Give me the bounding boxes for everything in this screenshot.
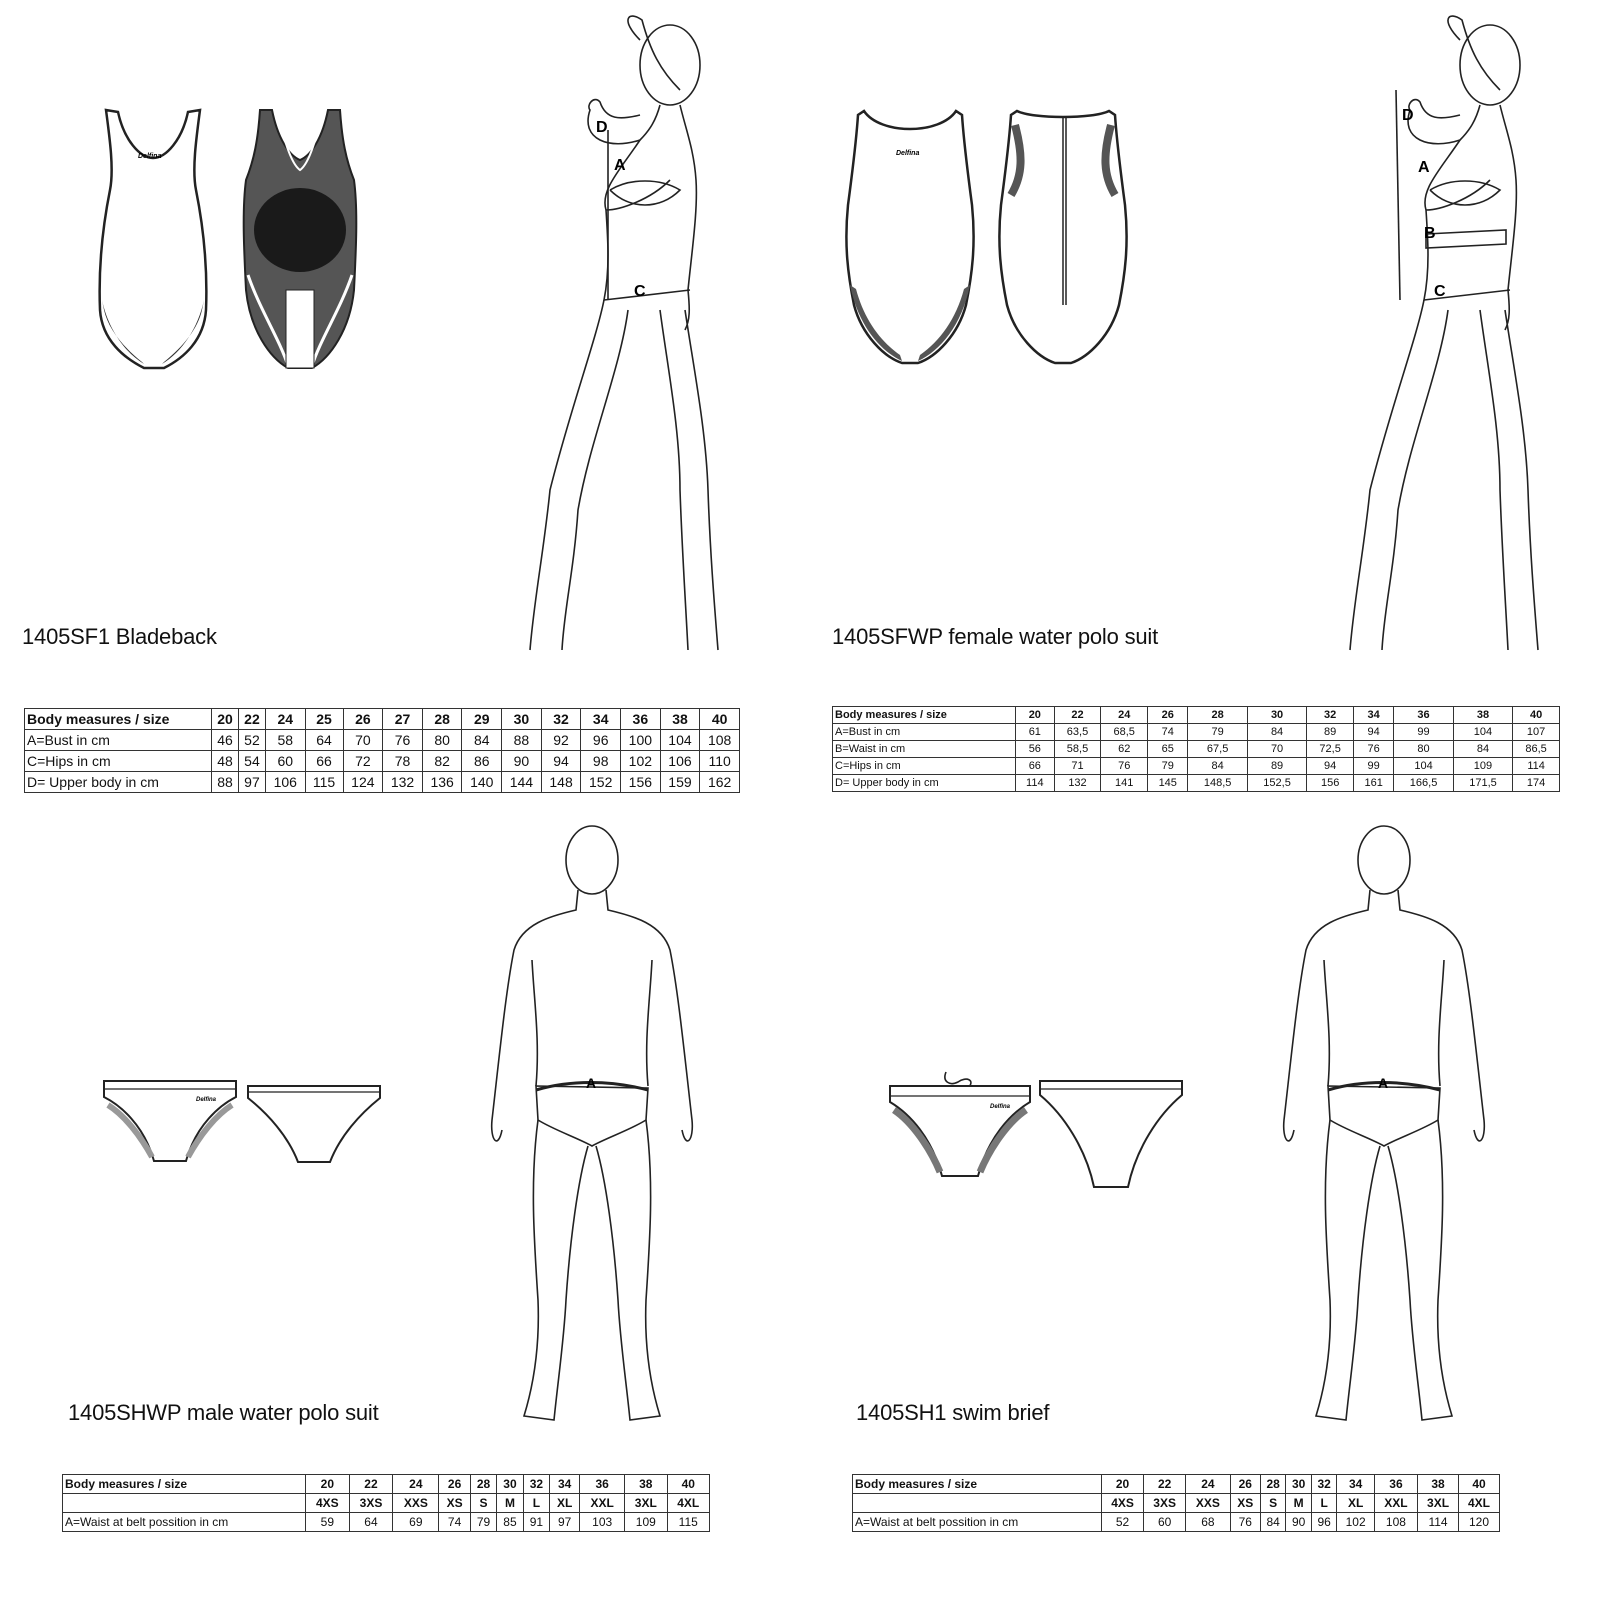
table-cell: 90 [1286, 1513, 1312, 1532]
marker-a: A [1418, 159, 1430, 176]
table-cell: 4XS [306, 1494, 350, 1513]
row-label [63, 1494, 306, 1513]
brand-mark: Delfina [990, 1104, 1011, 1110]
table-cell: 84 [1188, 758, 1247, 775]
table-cell: 88 [212, 772, 239, 793]
marker-c: C [1434, 283, 1446, 300]
table-cell: 82 [422, 751, 462, 772]
table-cell: 36 [1394, 707, 1453, 724]
table-cell: 3XL [625, 1494, 667, 1513]
table-cell: 38 [1418, 1475, 1459, 1494]
female-figure-drawing [1330, 10, 1560, 660]
table-cell: 79 [1148, 758, 1188, 775]
table-cell: 86 [462, 751, 502, 772]
table-cell: 26 [439, 1475, 470, 1494]
table-cell: 65 [1148, 741, 1188, 758]
table-cell: 25 [305, 709, 343, 730]
table-cell: 152,5 [1247, 775, 1306, 792]
table-cell: 74 [439, 1513, 470, 1532]
table-cell: 109 [1453, 758, 1512, 775]
table-cell: 97 [550, 1513, 580, 1532]
table-cell: 76 [1230, 1513, 1260, 1532]
table-cell: 114 [1016, 775, 1055, 792]
table-cell: 108 [1374, 1513, 1417, 1532]
table-cell: 46 [212, 730, 239, 751]
table-cell: 59 [306, 1513, 350, 1532]
table-size-row [63, 1494, 710, 1513]
table-cell: 40 [667, 1475, 710, 1494]
table-cell: 107 [1513, 724, 1560, 741]
table-header-row [833, 707, 1560, 724]
table-cell: 34 [1354, 707, 1394, 724]
table-cell: 91 [523, 1513, 549, 1532]
table-cell: 32 [1311, 1475, 1337, 1494]
table-cell: 84 [1260, 1513, 1286, 1532]
table-cell: 26 [1230, 1475, 1260, 1494]
table-cell: 84 [1453, 741, 1512, 758]
table-cell: 36 [1374, 1475, 1417, 1494]
table-cell: 171,5 [1453, 775, 1512, 792]
table-cell: 92 [541, 730, 581, 751]
table-cell: 79 [470, 1513, 496, 1532]
male-figure-drawing [470, 820, 710, 1430]
table-cell: 89 [1307, 724, 1354, 741]
table-cell: 109 [625, 1513, 667, 1532]
table-cell: 22 [349, 1475, 393, 1494]
table-cell: 141 [1101, 775, 1148, 792]
size-table [852, 1474, 1500, 1532]
table-cell: 24 [1101, 707, 1148, 724]
table-cell: 24 [393, 1475, 439, 1494]
table-cell: 100 [621, 730, 661, 751]
table-row [63, 1513, 710, 1532]
table-cell: L [1311, 1494, 1337, 1513]
table-cell: 60 [265, 751, 305, 772]
table-cell: 69 [393, 1513, 439, 1532]
size-table [24, 708, 740, 793]
table-cell: 4XS [1102, 1494, 1144, 1513]
table-cell: 97 [238, 772, 265, 793]
table-row [833, 758, 1560, 775]
swimsuit-front-drawing [840, 105, 980, 370]
row-label: Body measures / size [833, 707, 1016, 724]
table-cell: 94 [1307, 758, 1354, 775]
table-cell: 85 [497, 1513, 523, 1532]
table-cell: XS [1230, 1494, 1260, 1513]
table-cell: 30 [1286, 1475, 1312, 1494]
marker-d: D [596, 119, 608, 136]
table-cell: 26 [343, 709, 383, 730]
table-cell: 76 [383, 730, 423, 751]
table-cell: 30 [1247, 707, 1306, 724]
female-figure-drawing [510, 10, 740, 660]
table-cell: 156 [1307, 775, 1354, 792]
brand-mark: Delfina [138, 153, 162, 160]
marker-a: A [586, 1075, 597, 1091]
brand-mark: Delfina [196, 1097, 217, 1103]
table-cell: 96 [581, 730, 621, 751]
table-cell: 103 [580, 1513, 625, 1532]
table-cell: 115 [305, 772, 343, 793]
table-cell: 66 [1016, 758, 1055, 775]
swimsuit-back-drawing [230, 100, 370, 380]
table-cell: L [523, 1494, 549, 1513]
table-cell: 96 [1311, 1513, 1337, 1532]
table-cell: 80 [1394, 741, 1453, 758]
table-cell: XXL [580, 1494, 625, 1513]
table-cell: 38 [1453, 707, 1512, 724]
table-cell: 4XL [667, 1494, 710, 1513]
table-cell: 161 [1354, 775, 1394, 792]
swimsuit-front-drawing [88, 100, 218, 380]
table-cell: 79 [1188, 724, 1247, 741]
table-cell: 58 [265, 730, 305, 751]
table-cell: 144 [502, 772, 542, 793]
table-cell: 152 [581, 772, 621, 793]
table-cell: 88 [502, 730, 542, 751]
table-cell: 145 [1148, 775, 1188, 792]
table-cell: 3XS [1144, 1494, 1186, 1513]
table-row [25, 772, 740, 793]
table-cell: 120 [1458, 1513, 1499, 1532]
male-figure-drawing [1262, 820, 1502, 1430]
table-cell: 66 [305, 751, 343, 772]
table-cell: 64 [349, 1513, 393, 1532]
table-cell: 61 [1016, 724, 1055, 741]
table-header-row [63, 1475, 710, 1494]
table-cell: 54 [238, 751, 265, 772]
table-cell: 174 [1513, 775, 1560, 792]
table-cell: 22 [238, 709, 265, 730]
table-cell: 99 [1394, 724, 1453, 741]
table-row [833, 741, 1560, 758]
table-cell: 60 [1144, 1513, 1186, 1532]
row-label: A=Bust in cm [833, 724, 1016, 741]
row-label: B=Waist in cm [833, 741, 1016, 758]
table-cell: 74 [1148, 724, 1188, 741]
table-cell: 28 [1188, 707, 1247, 724]
table-cell: 30 [497, 1475, 523, 1494]
table-cell: 34 [550, 1475, 580, 1494]
table-cell: 38 [625, 1475, 667, 1494]
table-cell: 114 [1418, 1513, 1459, 1532]
table-cell: 24 [1186, 1475, 1230, 1494]
marker-d: D [1402, 107, 1414, 124]
table-size-row [853, 1494, 1500, 1513]
table-cell: 115 [667, 1513, 710, 1532]
table-cell: 34 [581, 709, 621, 730]
table-cell: 86,5 [1513, 741, 1560, 758]
table-cell: 104 [1453, 724, 1512, 741]
marker-b: B [1424, 225, 1436, 242]
brief-front-drawing [886, 1068, 1034, 1183]
table-cell: S [470, 1494, 496, 1513]
table-cell: 28 [470, 1475, 496, 1494]
table-cell: M [1286, 1494, 1312, 1513]
table-cell: 36 [580, 1475, 625, 1494]
table-cell: 94 [1354, 724, 1394, 741]
table-cell: 58,5 [1054, 741, 1101, 758]
table-cell: 78 [383, 751, 423, 772]
table-cell: 102 [1337, 1513, 1374, 1532]
table-cell: 32 [523, 1475, 549, 1494]
table-cell: 67,5 [1188, 741, 1247, 758]
table-cell: 114 [1513, 758, 1560, 775]
table-cell: 70 [1247, 741, 1306, 758]
table-cell: 22 [1144, 1475, 1186, 1494]
table-header-row [853, 1475, 1500, 1494]
table-cell: 84 [1247, 724, 1306, 741]
table-cell: 110 [700, 751, 740, 772]
table-cell: XXL [1374, 1494, 1417, 1513]
table-cell: 3XS [349, 1494, 393, 1513]
table-cell: 20 [212, 709, 239, 730]
table-cell: 104 [660, 730, 700, 751]
table-cell: 148 [541, 772, 581, 793]
table-cell: 106 [265, 772, 305, 793]
table-cell: 3XL [1418, 1494, 1459, 1513]
row-label: Body measures / size [25, 709, 212, 730]
product-title: 1405SH1 swim brief [856, 1400, 1050, 1425]
table-cell: 90 [502, 751, 542, 772]
table-cell: 68,5 [1101, 724, 1148, 741]
table-cell: 40 [700, 709, 740, 730]
table-cell: 132 [383, 772, 423, 793]
table-cell: 76 [1101, 758, 1148, 775]
row-label: D= Upper body in cm [25, 772, 212, 793]
marker-c: C [634, 283, 646, 300]
table-cell: 30 [502, 709, 542, 730]
brief-front-drawing [100, 1075, 240, 1170]
table-row [25, 730, 740, 751]
table-cell: 63,5 [1054, 724, 1101, 741]
table-cell: 40 [1458, 1475, 1499, 1494]
product-title: 1405SF1 Bladeback [22, 624, 217, 649]
swimsuit-back-drawing [993, 105, 1133, 370]
product-title: 1405SFWP female water polo suit [832, 624, 1159, 649]
product-title: 1405SHWP male water polo suit [68, 1400, 379, 1425]
table-cell: 36 [621, 709, 661, 730]
table-cell: 71 [1054, 758, 1101, 775]
row-label: A=Waist at belt possition in cm [63, 1513, 306, 1532]
table-cell: 102 [621, 751, 661, 772]
row-label: Body measures / size [63, 1475, 306, 1494]
table-cell: 52 [1102, 1513, 1144, 1532]
table-cell: XXS [393, 1494, 439, 1513]
table-cell: 38 [660, 709, 700, 730]
table-cell: 56 [1016, 741, 1055, 758]
table-cell: 80 [422, 730, 462, 751]
table-cell: 40 [1513, 707, 1560, 724]
table-cell: 29 [462, 709, 502, 730]
table-cell: 104 [1394, 758, 1453, 775]
table-header-row [25, 709, 740, 730]
table-cell: 89 [1247, 758, 1306, 775]
table-cell: 32 [541, 709, 581, 730]
table-cell: XL [550, 1494, 580, 1513]
table-cell: 62 [1101, 741, 1148, 758]
brief-back-drawing [1036, 1075, 1186, 1193]
table-cell: 108 [700, 730, 740, 751]
row-label [853, 1494, 1102, 1513]
table-cell: 132 [1054, 775, 1101, 792]
table-cell: 124 [343, 772, 383, 793]
row-label: A=Waist at belt possition in cm [853, 1513, 1102, 1532]
table-cell: M [497, 1494, 523, 1513]
table-cell: 26 [1148, 707, 1188, 724]
table-cell: 20 [1102, 1475, 1144, 1494]
table-cell: 159 [660, 772, 700, 793]
marker-a: A [614, 157, 626, 174]
row-label: C=Hips in cm [833, 758, 1016, 775]
row-label: A=Bust in cm [25, 730, 212, 751]
size-table [62, 1474, 710, 1532]
row-label: D= Upper body in cm [833, 775, 1016, 792]
row-label: C=Hips in cm [25, 751, 212, 772]
table-cell: 99 [1354, 758, 1394, 775]
table-row [833, 775, 1560, 792]
table-cell: 162 [700, 772, 740, 793]
table-cell: 22 [1054, 707, 1101, 724]
table-cell: 166,5 [1394, 775, 1453, 792]
table-cell: 98 [581, 751, 621, 772]
size-table [832, 706, 1560, 792]
row-label: Body measures / size [853, 1475, 1102, 1494]
table-cell: 24 [265, 709, 305, 730]
table-cell: XL [1337, 1494, 1374, 1513]
table-row [25, 751, 740, 772]
table-row [853, 1513, 1500, 1532]
table-cell: 32 [1307, 707, 1354, 724]
table-cell: 34 [1337, 1475, 1374, 1494]
table-cell: 76 [1354, 741, 1394, 758]
table-cell: 156 [621, 772, 661, 793]
table-cell: 72,5 [1307, 741, 1354, 758]
table-cell: 148,5 [1188, 775, 1247, 792]
table-cell: 140 [462, 772, 502, 793]
table-cell: 4XL [1458, 1494, 1499, 1513]
table-cell: 72 [343, 751, 383, 772]
table-cell: 70 [343, 730, 383, 751]
table-cell: XXS [1186, 1494, 1230, 1513]
table-cell: 84 [462, 730, 502, 751]
brand-mark: Delfina [896, 150, 920, 157]
table-cell: 27 [383, 709, 423, 730]
brief-back-drawing [244, 1080, 384, 1170]
table-cell: 20 [306, 1475, 350, 1494]
table-cell: 94 [541, 751, 581, 772]
table-cell: 28 [422, 709, 462, 730]
table-row [833, 724, 1560, 741]
table-cell: 106 [660, 751, 700, 772]
table-cell: 52 [238, 730, 265, 751]
table-cell: 20 [1016, 707, 1055, 724]
table-cell: 48 [212, 751, 239, 772]
table-cell: 68 [1186, 1513, 1230, 1532]
table-cell: 28 [1260, 1475, 1286, 1494]
table-cell: XS [439, 1494, 470, 1513]
marker-a: A [1378, 1075, 1389, 1091]
table-cell: 136 [422, 772, 462, 793]
table-cell: 64 [305, 730, 343, 751]
table-cell: S [1260, 1494, 1286, 1513]
